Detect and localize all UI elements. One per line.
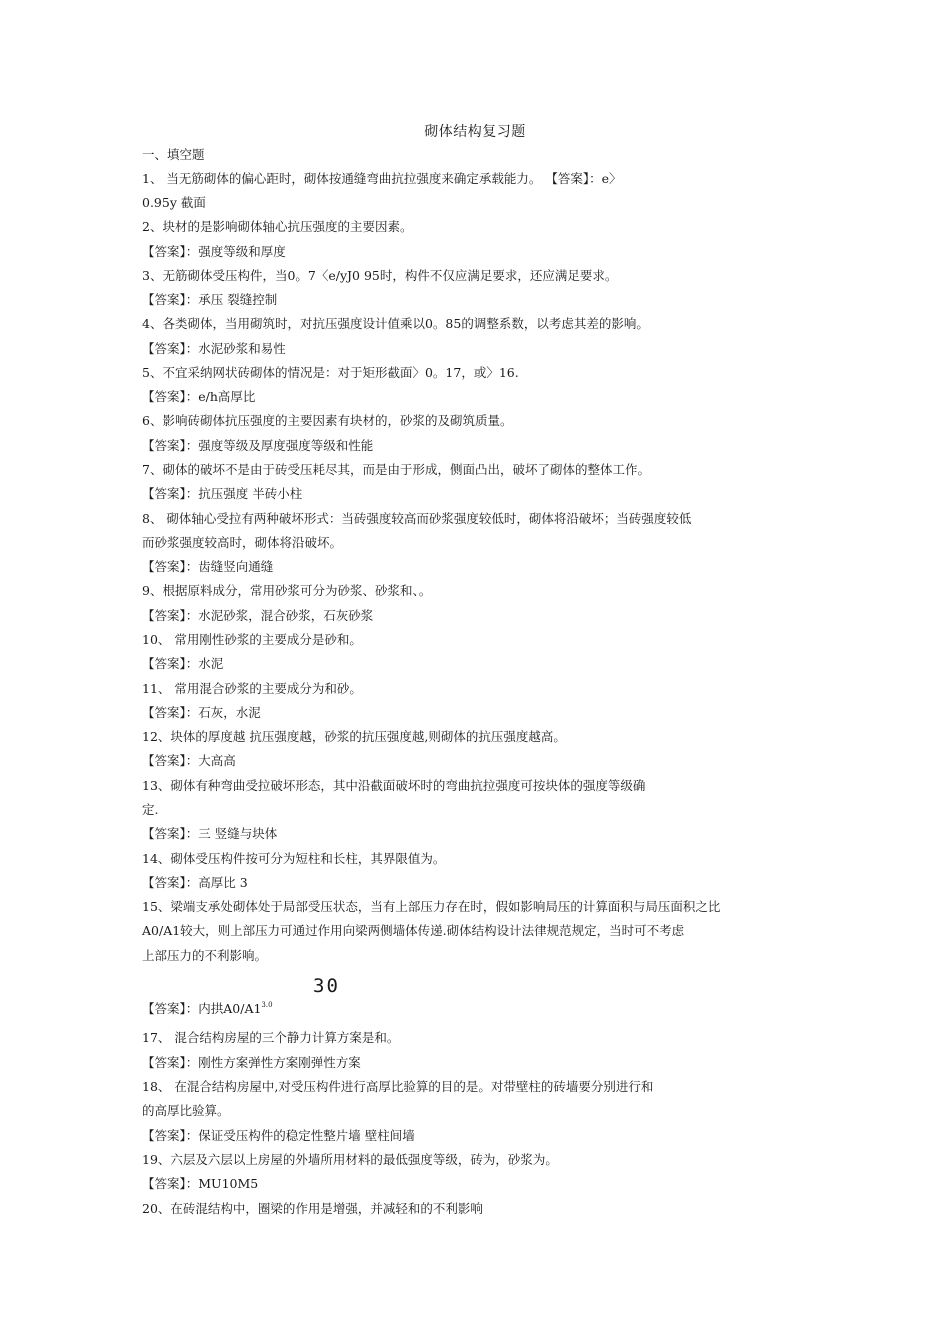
text-line: 6、影响砖砌体抗压强度的主要因素有块材的，砂浆的及砌筑质量。: [142, 413, 513, 428]
answer-text: 【答案】：内拱A0/A1: [142, 1001, 262, 1016]
answer-line: 【答案】：大高高: [142, 753, 236, 768]
text-line: 5、不宜采纳网状砖砌体的情况是：对于矩形截面〉0。17，或〉16.: [142, 365, 519, 380]
answer-line: 【答案】：承压 裂缝控制: [142, 292, 278, 307]
answer-line: 【答案】：高厚比 3: [142, 875, 248, 890]
answer-line: 【答案】：水泥砂浆，混合砂浆，石灰砂浆: [142, 608, 374, 623]
text-line: 而砂浆强度较高时，砌体将沿破坏。: [142, 535, 343, 550]
section-heading: 一、填空题: [142, 147, 205, 162]
answer-line: 【答案】：水泥: [142, 656, 224, 671]
answer-line: 【答案】：石灰，水泥: [142, 705, 261, 720]
text-line: 10、 常用刚性砂浆的主要成分是砂和。: [142, 632, 362, 647]
text-line: 19、六层及六层以上房屋的外墙所用材料的最低强度等级，砖为，砂浆为。: [142, 1152, 558, 1167]
answer-line: 【答案】：齿缝竖向通缝: [142, 559, 274, 574]
text-line: 4、各类砌体，当用砌筑时，对抗压强度设计值乘以0。85的调整系数，以考虑其差的影响。: [142, 316, 649, 331]
text-line: 15、梁端支承处砌体处于局部受压状态，当有上部压力存在时，假如影响局压的计算面积与局压面积之比: [142, 899, 721, 914]
answer-line: 【答案】：强度等级及厚度强度等级和性能: [142, 438, 374, 453]
text-line: 7、砌体的破坏不是由于砖受压耗尽其，而是由于形成，侧面凸出，破坏了砌体的整体工作。: [142, 462, 650, 477]
text-line: 定.: [142, 802, 159, 817]
text-line: 上部压力的不利影响。: [142, 948, 268, 963]
answer-line: 【答案】：强度等级和厚度: [142, 244, 286, 259]
text-line: 3、无筋砌体受压构件，当0。7〈e/yJ0 95时，构件不仅应满足要求，还应满足要求。: [142, 268, 618, 283]
answer-line: 【答案】：刚性方案弹性方案刚弹性方案: [142, 1055, 361, 1070]
superscript-value: 3.0: [261, 1001, 273, 1009]
text-line: 12、块体的厚度越 抗压强度越，砂浆的抗压强度越,则砌体的抗压强度越高。: [142, 729, 566, 744]
text-line: 0.95y 截面: [142, 195, 206, 210]
answer-line: 【答案】：保证受压构件的稳定性整片墙 壁柱间墙: [142, 1128, 415, 1143]
answer-line: 【答案】：三 竖缝与块体: [142, 826, 278, 841]
answer-line: [142, 996, 273, 1018]
answer-line: 【答案】：MU10M5: [142, 1176, 259, 1191]
text-line: A0/A1较大，则上部压力可通过作用向梁两侧墙体传递.砌体结构设计法律规范规定，当时可不考虑: [142, 923, 685, 938]
text-line: 18、 在混合结构房屋中,对受压构件进行高厚比验算的目的是。对带壁柱的砖墙要分别进行和: [142, 1079, 654, 1094]
text-line: 11、 常用混合砂浆的主要成分为和砂。: [142, 681, 362, 696]
answer-line: 【答案】：e/h高厚比: [142, 389, 256, 404]
text-line: 17、 混合结构房屋的三个静力计算方案是和。: [142, 1030, 400, 1045]
answer-line: 【答案】：抗压强度 半砖小柱: [142, 486, 303, 501]
answer-line: 【答案】：水泥砂浆和易性: [142, 341, 286, 356]
text-line: 14、砌体受压构件按可分为短柱和长柱，其界限值为。: [142, 851, 446, 866]
text-line: 13、砌体有种弯曲受拉破坏形态，其中沿截面破坏时的弯曲抗拉强度可按块体的强度等级确: [142, 778, 646, 793]
text-line: 8、 砌体轴心受拉有两种破坏形式：当砖强度较高而砂浆强度较低时，砌体将沿破坏；当砖强度较低: [142, 511, 692, 526]
large-number: 30: [313, 975, 340, 997]
text-line: 9、根据原料成分，常用砂浆可分为砂浆、砂浆和、。: [142, 583, 432, 598]
text-line: 2、块材的是影响砌体轴心抗压强度的主要因素。: [142, 219, 413, 234]
document-title: 砌体结构复习题: [424, 124, 526, 140]
text-line: 1、 当无筋砌体的偏心距时，砌体按通缝弯曲抗拉强度来确定承载能力。 【答案】：e〉: [142, 171, 622, 186]
text-line: 20、在砖混结构中，圈梁的作用是增强，并减轻和的不利影响: [142, 1201, 483, 1216]
text-line: 的高厚比验算。: [142, 1103, 230, 1118]
